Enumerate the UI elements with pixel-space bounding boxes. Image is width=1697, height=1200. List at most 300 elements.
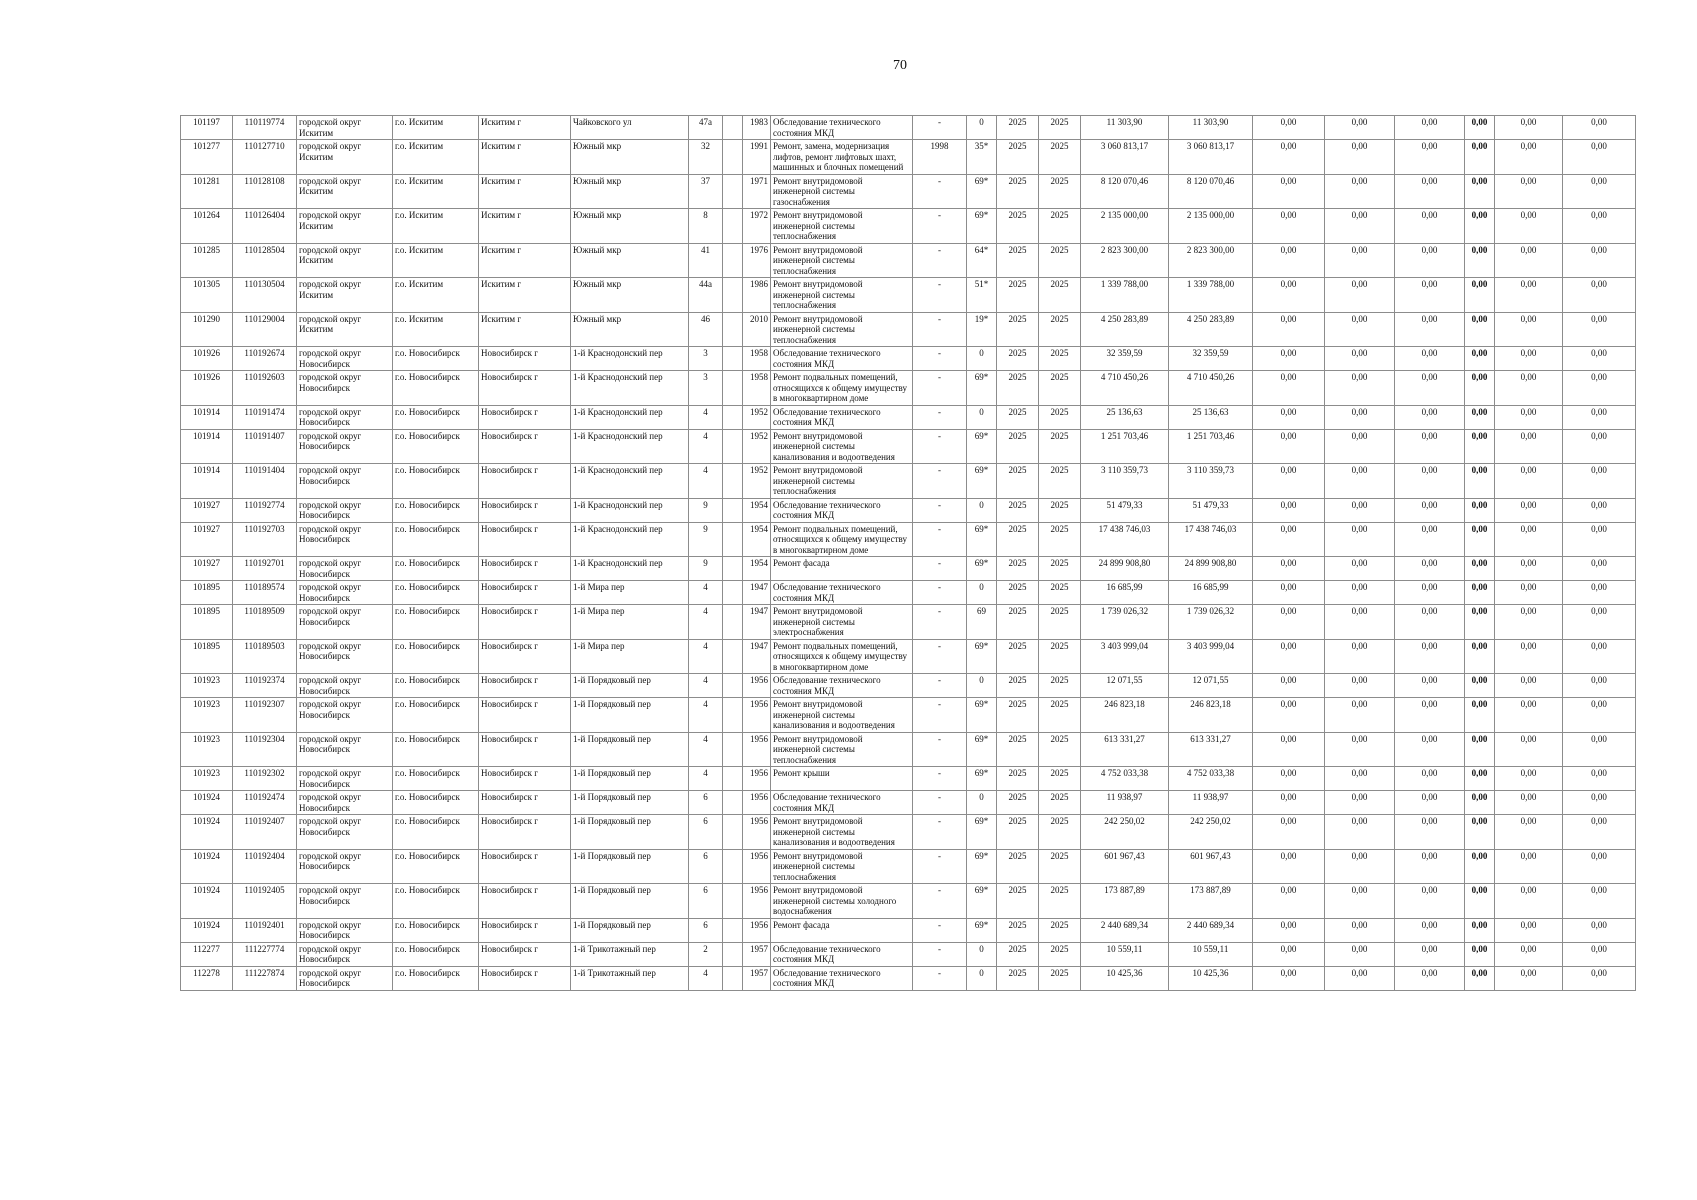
letter-cell <box>723 522 743 557</box>
wear-cell: 69* <box>967 884 997 919</box>
build-year-cell: 1956 <box>743 698 771 733</box>
wear-cell: 69* <box>967 371 997 406</box>
fund-2-cell: 0,00 <box>1325 918 1395 942</box>
plan-year-start-cell: 2025 <box>997 849 1039 884</box>
district-cell: г.о. Новосибирск <box>393 581 479 605</box>
fund-2-cell: 0,00 <box>1325 884 1395 919</box>
district-cell: г.о. Новосибирск <box>393 522 479 557</box>
district-cell: г.о. Искитим <box>393 312 479 347</box>
fund-5-cell: 0,00 <box>1495 174 1563 209</box>
plan-year-start-cell: 2025 <box>997 698 1039 733</box>
fund-1-cell: 0,00 <box>1253 429 1325 464</box>
work-code-cell: 110129004 <box>233 312 297 347</box>
work-code-cell: 110128108 <box>233 174 297 209</box>
house-number-cell: 6 <box>689 815 723 850</box>
work-type-cell: Ремонт внутридомовой инженерной системы канализования и водоотведения <box>771 429 913 464</box>
fund-6-cell: 0,00 <box>1563 278 1636 313</box>
build-year-cell: 1976 <box>743 243 771 278</box>
total-cost-cell: 12 071,55 <box>1169 674 1253 698</box>
fund-6-cell: 0,00 <box>1563 605 1636 640</box>
renovation-year-cell: 1998 <box>913 140 967 175</box>
letter-cell <box>723 312 743 347</box>
letter-cell <box>723 174 743 209</box>
street-cell: 1-й Порядковый пер <box>571 674 689 698</box>
total-cost-cell: 3 110 359,73 <box>1169 464 1253 499</box>
build-year-cell: 1971 <box>743 174 771 209</box>
renovation-year-cell: - <box>913 918 967 942</box>
house-id-cell: 101924 <box>181 884 233 919</box>
municipality-cell: городской округ Искитим <box>297 116 393 140</box>
fund-5-cell: 0,00 <box>1495 140 1563 175</box>
renovation-year-cell: - <box>913 698 967 733</box>
fund-2-cell: 0,00 <box>1325 312 1395 347</box>
fund-4-cell: 0,00 <box>1465 581 1495 605</box>
house-number-cell: 4 <box>689 767 723 791</box>
plan-year-start-cell: 2025 <box>997 312 1039 347</box>
street-cell: 1-й Порядковый пер <box>571 918 689 942</box>
cost-cell: 4 710 450,26 <box>1081 371 1169 406</box>
plan-year-start-cell: 2025 <box>997 209 1039 244</box>
district-cell: г.о. Новосибирск <box>393 605 479 640</box>
renovation-year-cell: - <box>913 942 967 966</box>
fund-1-cell: 0,00 <box>1253 942 1325 966</box>
house-id-cell: 101290 <box>181 312 233 347</box>
work-code-cell: 110126404 <box>233 209 297 244</box>
letter-cell <box>723 243 743 278</box>
house-id-cell: 101923 <box>181 732 233 767</box>
cost-cell: 3 403 999,04 <box>1081 639 1169 674</box>
cost-cell: 1 339 788,00 <box>1081 278 1169 313</box>
fund-5-cell: 0,00 <box>1495 815 1563 850</box>
house-number-cell: 4 <box>689 429 723 464</box>
wear-cell: 69* <box>967 732 997 767</box>
table-row <box>181 464 1636 499</box>
work-type-cell: Ремонт подвальных помещений, относящихся к общему имуществу в многоквартирном доме <box>771 522 913 557</box>
cost-cell: 173 887,89 <box>1081 884 1169 919</box>
total-cost-cell: 2 135 000,00 <box>1169 209 1253 244</box>
cost-cell: 3 110 359,73 <box>1081 464 1169 499</box>
table-row <box>181 347 1636 371</box>
work-type-cell: Обследование технического состояния МКД <box>771 791 913 815</box>
house-id-cell: 101927 <box>181 498 233 522</box>
work-code-cell: 110192703 <box>233 522 297 557</box>
work-type-cell: Ремонт внутридомовой инженерной системы теплоснабжения <box>771 278 913 313</box>
street-cell: 1-й Краснодонский пер <box>571 371 689 406</box>
fund-4-cell: 0,00 <box>1465 942 1495 966</box>
total-cost-cell: 1 739 026,32 <box>1169 605 1253 640</box>
fund-1-cell: 0,00 <box>1253 698 1325 733</box>
page-number: 70 <box>893 58 907 73</box>
table-row <box>181 312 1636 347</box>
cost-cell: 32 359,59 <box>1081 347 1169 371</box>
fund-4-cell: 0,00 <box>1465 849 1495 884</box>
house-id-cell: 112278 <box>181 966 233 990</box>
work-code-cell: 110192401 <box>233 918 297 942</box>
cost-cell: 11 938,97 <box>1081 791 1169 815</box>
municipality-cell: городской округ Новосибирск <box>297 674 393 698</box>
wear-cell: 0 <box>967 581 997 605</box>
work-code-cell: 110130504 <box>233 278 297 313</box>
work-code-cell: 110192774 <box>233 498 297 522</box>
fund-4-cell: 0,00 <box>1465 698 1495 733</box>
fund-1-cell: 0,00 <box>1253 557 1325 581</box>
total-cost-cell: 11 303,90 <box>1169 116 1253 140</box>
work-type-cell: Ремонт внутридомовой инженерной системы теплоснабжения <box>771 312 913 347</box>
fund-3-cell: 0,00 <box>1395 522 1465 557</box>
street-cell: Чайковского ул <box>571 116 689 140</box>
work-code-cell: 110189509 <box>233 605 297 640</box>
fund-6-cell: 0,00 <box>1563 174 1636 209</box>
house-number-cell: 44а <box>689 278 723 313</box>
fund-5-cell: 0,00 <box>1495 918 1563 942</box>
locality-cell: Новосибирск г <box>479 581 571 605</box>
plan-year-end-cell: 2025 <box>1039 464 1081 499</box>
district-cell: г.о. Новосибирск <box>393 498 479 522</box>
plan-year-start-cell: 2025 <box>997 639 1039 674</box>
municipality-cell: городской округ Искитим <box>297 278 393 313</box>
house-id-cell: 101927 <box>181 522 233 557</box>
district-cell: г.о. Новосибирск <box>393 942 479 966</box>
wear-cell: 0 <box>967 942 997 966</box>
plan-year-end-cell: 2025 <box>1039 942 1081 966</box>
fund-2-cell: 0,00 <box>1325 116 1395 140</box>
work-type-cell: Ремонт крыши <box>771 767 913 791</box>
fund-6-cell: 0,00 <box>1563 209 1636 244</box>
fund-6-cell: 0,00 <box>1563 767 1636 791</box>
fund-4-cell: 0,00 <box>1465 498 1495 522</box>
total-cost-cell: 2 823 300,00 <box>1169 243 1253 278</box>
street-cell: 1-й Мира пер <box>571 639 689 674</box>
work-code-cell: 110192701 <box>233 557 297 581</box>
fund-3-cell: 0,00 <box>1395 849 1465 884</box>
wear-cell: 69* <box>967 849 997 884</box>
wear-cell: 69* <box>967 174 997 209</box>
wear-cell: 35* <box>967 140 997 175</box>
fund-3-cell: 0,00 <box>1395 791 1465 815</box>
total-cost-cell: 4 250 283,89 <box>1169 312 1253 347</box>
fund-2-cell: 0,00 <box>1325 464 1395 499</box>
table-row <box>181 815 1636 850</box>
municipality-cell: городской округ Новосибирск <box>297 464 393 499</box>
work-code-cell: 110189574 <box>233 581 297 605</box>
house-number-cell: 3 <box>689 371 723 406</box>
work-code-cell: 110192307 <box>233 698 297 733</box>
cost-cell: 4 250 283,89 <box>1081 312 1169 347</box>
plan-year-start-cell: 2025 <box>997 116 1039 140</box>
plan-year-end-cell: 2025 <box>1039 371 1081 406</box>
build-year-cell: 1954 <box>743 498 771 522</box>
cost-cell: 24 899 908,80 <box>1081 557 1169 581</box>
wear-cell: 0 <box>967 791 997 815</box>
wear-cell: 69* <box>967 429 997 464</box>
house-id-cell: 101924 <box>181 791 233 815</box>
fund-4-cell: 0,00 <box>1465 140 1495 175</box>
fund-5-cell: 0,00 <box>1495 605 1563 640</box>
total-cost-cell: 10 425,36 <box>1169 966 1253 990</box>
fund-6-cell: 0,00 <box>1563 371 1636 406</box>
locality-cell: Новосибирск г <box>479 918 571 942</box>
fund-5-cell: 0,00 <box>1495 347 1563 371</box>
build-year-cell: 1947 <box>743 639 771 674</box>
fund-3-cell: 0,00 <box>1395 557 1465 581</box>
renovation-year-cell: - <box>913 732 967 767</box>
fund-2-cell: 0,00 <box>1325 209 1395 244</box>
street-cell: 1-й Порядковый пер <box>571 732 689 767</box>
fund-1-cell: 0,00 <box>1253 209 1325 244</box>
fund-4-cell: 0,00 <box>1465 918 1495 942</box>
fund-2-cell: 0,00 <box>1325 849 1395 884</box>
cost-cell: 12 071,55 <box>1081 674 1169 698</box>
total-cost-cell: 1 251 703,46 <box>1169 429 1253 464</box>
wear-cell: 69* <box>967 767 997 791</box>
total-cost-cell: 4 752 033,38 <box>1169 767 1253 791</box>
plan-year-start-cell: 2025 <box>997 347 1039 371</box>
fund-5-cell: 0,00 <box>1495 884 1563 919</box>
fund-4-cell: 0,00 <box>1465 791 1495 815</box>
work-type-cell: Обследование технического состояния МКД <box>771 942 913 966</box>
wear-cell: 69* <box>967 522 997 557</box>
fund-6-cell: 0,00 <box>1563 140 1636 175</box>
fund-1-cell: 0,00 <box>1253 918 1325 942</box>
house-number-cell: 9 <box>689 557 723 581</box>
house-id-cell: 101924 <box>181 849 233 884</box>
fund-5-cell: 0,00 <box>1495 674 1563 698</box>
plan-year-end-cell: 2025 <box>1039 732 1081 767</box>
letter-cell <box>723 918 743 942</box>
fund-4-cell: 0,00 <box>1465 116 1495 140</box>
wear-cell: 69* <box>967 918 997 942</box>
wear-cell: 69* <box>967 557 997 581</box>
total-cost-cell: 16 685,99 <box>1169 581 1253 605</box>
district-cell: г.о. Новосибирск <box>393 884 479 919</box>
cost-cell: 246 823,18 <box>1081 698 1169 733</box>
fund-6-cell: 0,00 <box>1563 347 1636 371</box>
district-cell: г.о. Новосибирск <box>393 791 479 815</box>
wear-cell: 69* <box>967 639 997 674</box>
fund-4-cell: 0,00 <box>1465 174 1495 209</box>
fund-1-cell: 0,00 <box>1253 312 1325 347</box>
work-type-cell: Обследование технического состояния МКД <box>771 674 913 698</box>
renovation-year-cell: - <box>913 371 967 406</box>
fund-2-cell: 0,00 <box>1325 581 1395 605</box>
wear-cell: 69 <box>967 605 997 640</box>
locality-cell: Новосибирск г <box>479 791 571 815</box>
fund-3-cell: 0,00 <box>1395 732 1465 767</box>
work-code-cell: 110192405 <box>233 884 297 919</box>
fund-3-cell: 0,00 <box>1395 581 1465 605</box>
plan-year-start-cell: 2025 <box>997 767 1039 791</box>
fund-1-cell: 0,00 <box>1253 639 1325 674</box>
house-number-cell: 46 <box>689 312 723 347</box>
table-row <box>181 966 1636 990</box>
renovation-year-cell: - <box>913 209 967 244</box>
fund-4-cell: 0,00 <box>1465 371 1495 406</box>
municipality-cell: городской округ Новосибирск <box>297 966 393 990</box>
cost-cell: 613 331,27 <box>1081 732 1169 767</box>
municipality-cell: городской округ Искитим <box>297 140 393 175</box>
municipality-cell: городской округ Новосибирск <box>297 371 393 406</box>
street-cell: 1-й Порядковый пер <box>571 698 689 733</box>
street-cell: 1-й Краснодонский пер <box>571 498 689 522</box>
table-row <box>181 605 1636 640</box>
wear-cell: 0 <box>967 347 997 371</box>
fund-3-cell: 0,00 <box>1395 312 1465 347</box>
total-cost-cell: 24 899 908,80 <box>1169 557 1253 581</box>
fund-6-cell: 0,00 <box>1563 698 1636 733</box>
district-cell: г.о. Новосибирск <box>393 815 479 850</box>
fund-6-cell: 0,00 <box>1563 884 1636 919</box>
table-row <box>181 674 1636 698</box>
locality-cell: Новосибирск г <box>479 429 571 464</box>
work-code-cell: 110192407 <box>233 815 297 850</box>
build-year-cell: 1956 <box>743 732 771 767</box>
total-cost-cell: 10 559,11 <box>1169 942 1253 966</box>
letter-cell <box>723 605 743 640</box>
fund-4-cell: 0,00 <box>1465 884 1495 919</box>
fund-3-cell: 0,00 <box>1395 371 1465 406</box>
fund-5-cell: 0,00 <box>1495 732 1563 767</box>
street-cell: 1-й Краснодонский пер <box>571 522 689 557</box>
house-number-cell: 2 <box>689 942 723 966</box>
house-id-cell: 101895 <box>181 639 233 674</box>
municipality-cell: городской округ Новосибирск <box>297 498 393 522</box>
fund-3-cell: 0,00 <box>1395 464 1465 499</box>
fund-2-cell: 0,00 <box>1325 639 1395 674</box>
fund-3-cell: 0,00 <box>1395 639 1465 674</box>
house-number-cell: 4 <box>689 732 723 767</box>
fund-5-cell: 0,00 <box>1495 942 1563 966</box>
wear-cell: 51* <box>967 278 997 313</box>
fund-3-cell: 0,00 <box>1395 347 1465 371</box>
plan-year-start-cell: 2025 <box>997 884 1039 919</box>
build-year-cell: 1954 <box>743 522 771 557</box>
wear-cell: 69* <box>967 209 997 244</box>
house-id-cell: 101285 <box>181 243 233 278</box>
street-cell: 1-й Мира пер <box>571 581 689 605</box>
fund-3-cell: 0,00 <box>1395 966 1465 990</box>
municipality-cell: городской округ Искитим <box>297 243 393 278</box>
fund-2-cell: 0,00 <box>1325 429 1395 464</box>
fund-2-cell: 0,00 <box>1325 371 1395 406</box>
fund-1-cell: 0,00 <box>1253 140 1325 175</box>
build-year-cell: 1957 <box>743 942 771 966</box>
table-row <box>181 639 1636 674</box>
locality-cell: Новосибирск г <box>479 522 571 557</box>
district-cell: г.о. Новосибирск <box>393 698 479 733</box>
fund-5-cell: 0,00 <box>1495 522 1563 557</box>
plan-year-start-cell: 2025 <box>997 791 1039 815</box>
district-cell: г.о. Новосибирск <box>393 405 479 429</box>
work-type-cell: Ремонт, замена, модернизация лифтов, ремонт лифтовых шахт, машинных и блочных помещений <box>771 140 913 175</box>
fund-5-cell: 0,00 <box>1495 639 1563 674</box>
cost-cell: 25 136,63 <box>1081 405 1169 429</box>
plan-year-end-cell: 2025 <box>1039 498 1081 522</box>
fund-6-cell: 0,00 <box>1563 243 1636 278</box>
wear-cell: 69* <box>967 698 997 733</box>
build-year-cell: 1957 <box>743 966 771 990</box>
plan-year-end-cell: 2025 <box>1039 605 1081 640</box>
renovation-year-cell: - <box>913 312 967 347</box>
letter-cell <box>723 698 743 733</box>
fund-3-cell: 0,00 <box>1395 942 1465 966</box>
district-cell: г.о. Новосибирск <box>393 639 479 674</box>
total-cost-cell: 3 060 813,17 <box>1169 140 1253 175</box>
house-id-cell: 101923 <box>181 674 233 698</box>
fund-2-cell: 0,00 <box>1325 405 1395 429</box>
fund-1-cell: 0,00 <box>1253 849 1325 884</box>
renovation-year-cell: - <box>913 405 967 429</box>
house-number-cell: 4 <box>689 674 723 698</box>
plan-year-start-cell: 2025 <box>997 278 1039 313</box>
wear-cell: 64* <box>967 243 997 278</box>
fund-3-cell: 0,00 <box>1395 405 1465 429</box>
fund-6-cell: 0,00 <box>1563 674 1636 698</box>
house-id-cell: 101923 <box>181 698 233 733</box>
work-type-cell: Ремонт внутридомовой инженерной системы электроснабжения <box>771 605 913 640</box>
plan-year-start-cell: 2025 <box>997 918 1039 942</box>
municipality-cell: городской округ Новосибирск <box>297 849 393 884</box>
fund-4-cell: 0,00 <box>1465 209 1495 244</box>
fund-2-cell: 0,00 <box>1325 557 1395 581</box>
plan-year-start-cell: 2025 <box>997 674 1039 698</box>
house-number-cell: 4 <box>689 405 723 429</box>
fund-5-cell: 0,00 <box>1495 464 1563 499</box>
fund-3-cell: 0,00 <box>1395 605 1465 640</box>
plan-year-end-cell: 2025 <box>1039 581 1081 605</box>
plan-year-end-cell: 2025 <box>1039 698 1081 733</box>
letter-cell <box>723 429 743 464</box>
plan-year-end-cell: 2025 <box>1039 405 1081 429</box>
plan-year-end-cell: 2025 <box>1039 815 1081 850</box>
fund-2-cell: 0,00 <box>1325 140 1395 175</box>
fund-1-cell: 0,00 <box>1253 815 1325 850</box>
locality-cell: Новосибирск г <box>479 464 571 499</box>
fund-6-cell: 0,00 <box>1563 522 1636 557</box>
house-number-cell: 4 <box>689 698 723 733</box>
build-year-cell: 1986 <box>743 278 771 313</box>
cost-cell: 4 752 033,38 <box>1081 767 1169 791</box>
build-year-cell: 1947 <box>743 605 771 640</box>
fund-3-cell: 0,00 <box>1395 174 1465 209</box>
build-year-cell: 1954 <box>743 557 771 581</box>
district-cell: г.о. Новосибирск <box>393 767 479 791</box>
letter-cell <box>723 639 743 674</box>
renovation-year-cell: - <box>913 639 967 674</box>
fund-2-cell: 0,00 <box>1325 966 1395 990</box>
work-type-cell: Ремонт внутридомовой инженерной системы холодного водоснабжения <box>771 884 913 919</box>
table-row <box>181 371 1636 406</box>
locality-cell: Новосибирск г <box>479 498 571 522</box>
fund-6-cell: 0,00 <box>1563 639 1636 674</box>
work-type-cell: Ремонт фасада <box>771 918 913 942</box>
fund-2-cell: 0,00 <box>1325 942 1395 966</box>
total-cost-cell: 2 440 689,34 <box>1169 918 1253 942</box>
house-id-cell: 101264 <box>181 209 233 244</box>
fund-5-cell: 0,00 <box>1495 498 1563 522</box>
fund-2-cell: 0,00 <box>1325 732 1395 767</box>
house-id-cell: 101924 <box>181 815 233 850</box>
plan-year-end-cell: 2025 <box>1039 429 1081 464</box>
street-cell: 1-й Краснодонский пер <box>571 347 689 371</box>
renovation-year-cell: - <box>913 429 967 464</box>
street-cell: 1-й Порядковый пер <box>571 791 689 815</box>
table-row <box>181 849 1636 884</box>
district-cell: г.о. Новосибирск <box>393 966 479 990</box>
fund-5-cell: 0,00 <box>1495 312 1563 347</box>
letter-cell <box>723 581 743 605</box>
letter-cell <box>723 732 743 767</box>
house-id-cell: 101281 <box>181 174 233 209</box>
